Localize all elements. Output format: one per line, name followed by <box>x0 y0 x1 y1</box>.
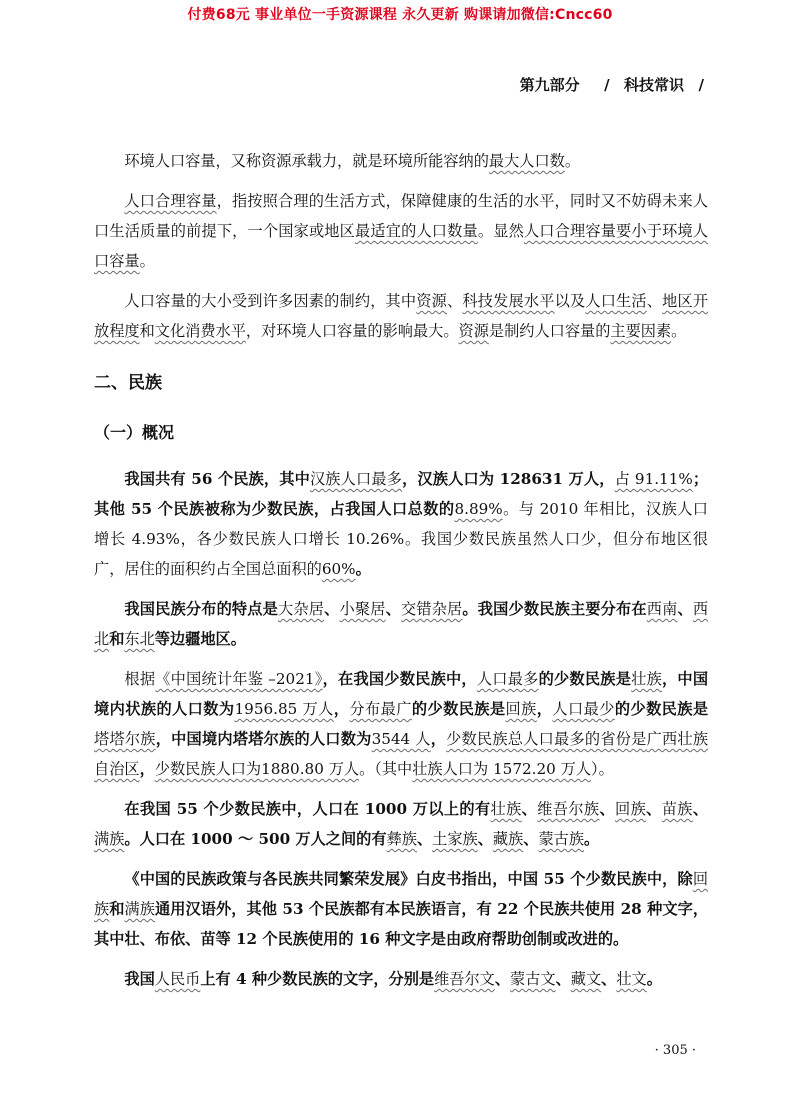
paragraph-environment-capacity: 环境人口容量，又称资源承载力，就是环境所能容纳的最大人口数。 <box>124 152 581 170</box>
header-separator: / <box>698 76 704 94</box>
promo-banner: 付费68元 事业单位一手资源课程 永久更新 购课请加微信:Cncc60 <box>187 7 613 23</box>
subsection-heading: （一）概况 <box>94 423 175 442</box>
section-label: 科技常识 <box>624 76 685 94</box>
paragraph-statistics: 根据《中国统计年鉴 –2021》，在我国少数民族中，人口最多的少数民族是壮族，中国境内状族的人口数为1956.85 万人，分布最广的少数民族是回族，人口最少的少数民族是塔塔尔族，中国境内塔塔尔族的人口数为3544 人，少数民族总人口最多的省份是广西壮族自治区，少数民族人口为1880.80 万人。（其中壮族人口为 1572.20 万人）。 <box>94 670 709 778</box>
paragraph-currency-scripts: 我国人民币上有 4 种少数民族的文字，分别是维吾尔文、蒙古文、藏文、壮文。 <box>124 970 662 988</box>
page-number: · 305 · <box>654 1043 696 1058</box>
part-label: 第九部分 <box>519 76 580 94</box>
running-header <box>520 74 704 95</box>
paragraph-languages: 《中国的民族政策与各民族共同繁荣发展》白皮书指出，中国 55 个少数民族中，除回族和满族通用汉语外，其他 53 个民族都有本民族语言，有 22 个民族共使用 28 种文字，其中壮、布依、苗等 12 个民族使用的 16 种文字是由政府帮助创制或改进的。 <box>94 870 709 948</box>
paragraph-overview: 我国共有 56 个民族，其中汉族人口最多，汉族人口为 128631 万人，占 91.11%；其他 55 个民族被称为少数民族，占我国人口总数的8.89%。与 2010 年相比，汉族人口增长 4.93%，各少数民族人口增长 10.26%。我国少数民族虽然人口少，但分布地区很广，居住的面积约占全国总面积的60%。 <box>94 470 709 578</box>
page-body <box>94 146 708 1004</box>
header-separator: / <box>604 76 610 94</box>
paragraph-reasonable-capacity: 人口合理容量，指按照合理的生活方式，保障健康的生活的水平，同时又不妨碍未来人口生活质量的前提下，一个国家或地区最适宜的人口数量。显然人口合理容量要小于环境人口容量。 <box>94 192 709 270</box>
paragraph-population-groups: 在我国 55 个少数民族中，人口在 1000 万以上的有壮族、维吾尔族、回族、苗族、满族。人口在 1000 ～ 500 万人之间的有彝族、土家族、藏族、蒙古族。 <box>94 800 709 848</box>
section-heading: 二、民族 <box>94 373 162 393</box>
paragraph-capacity-factors: 人口容量的大小受到许多因素的制约，其中资源、科技发展水平以及人口生活、地区开放程度和文化消费水平，对环境人口容量的影响最大。资源是制约人口容量的主要因素。 <box>94 292 709 340</box>
paragraph-distribution: 我国民族分布的特点是大杂居、小聚居、交错杂居。我国少数民族主要分布在西南、西北和东北等边疆地区。 <box>94 600 709 648</box>
